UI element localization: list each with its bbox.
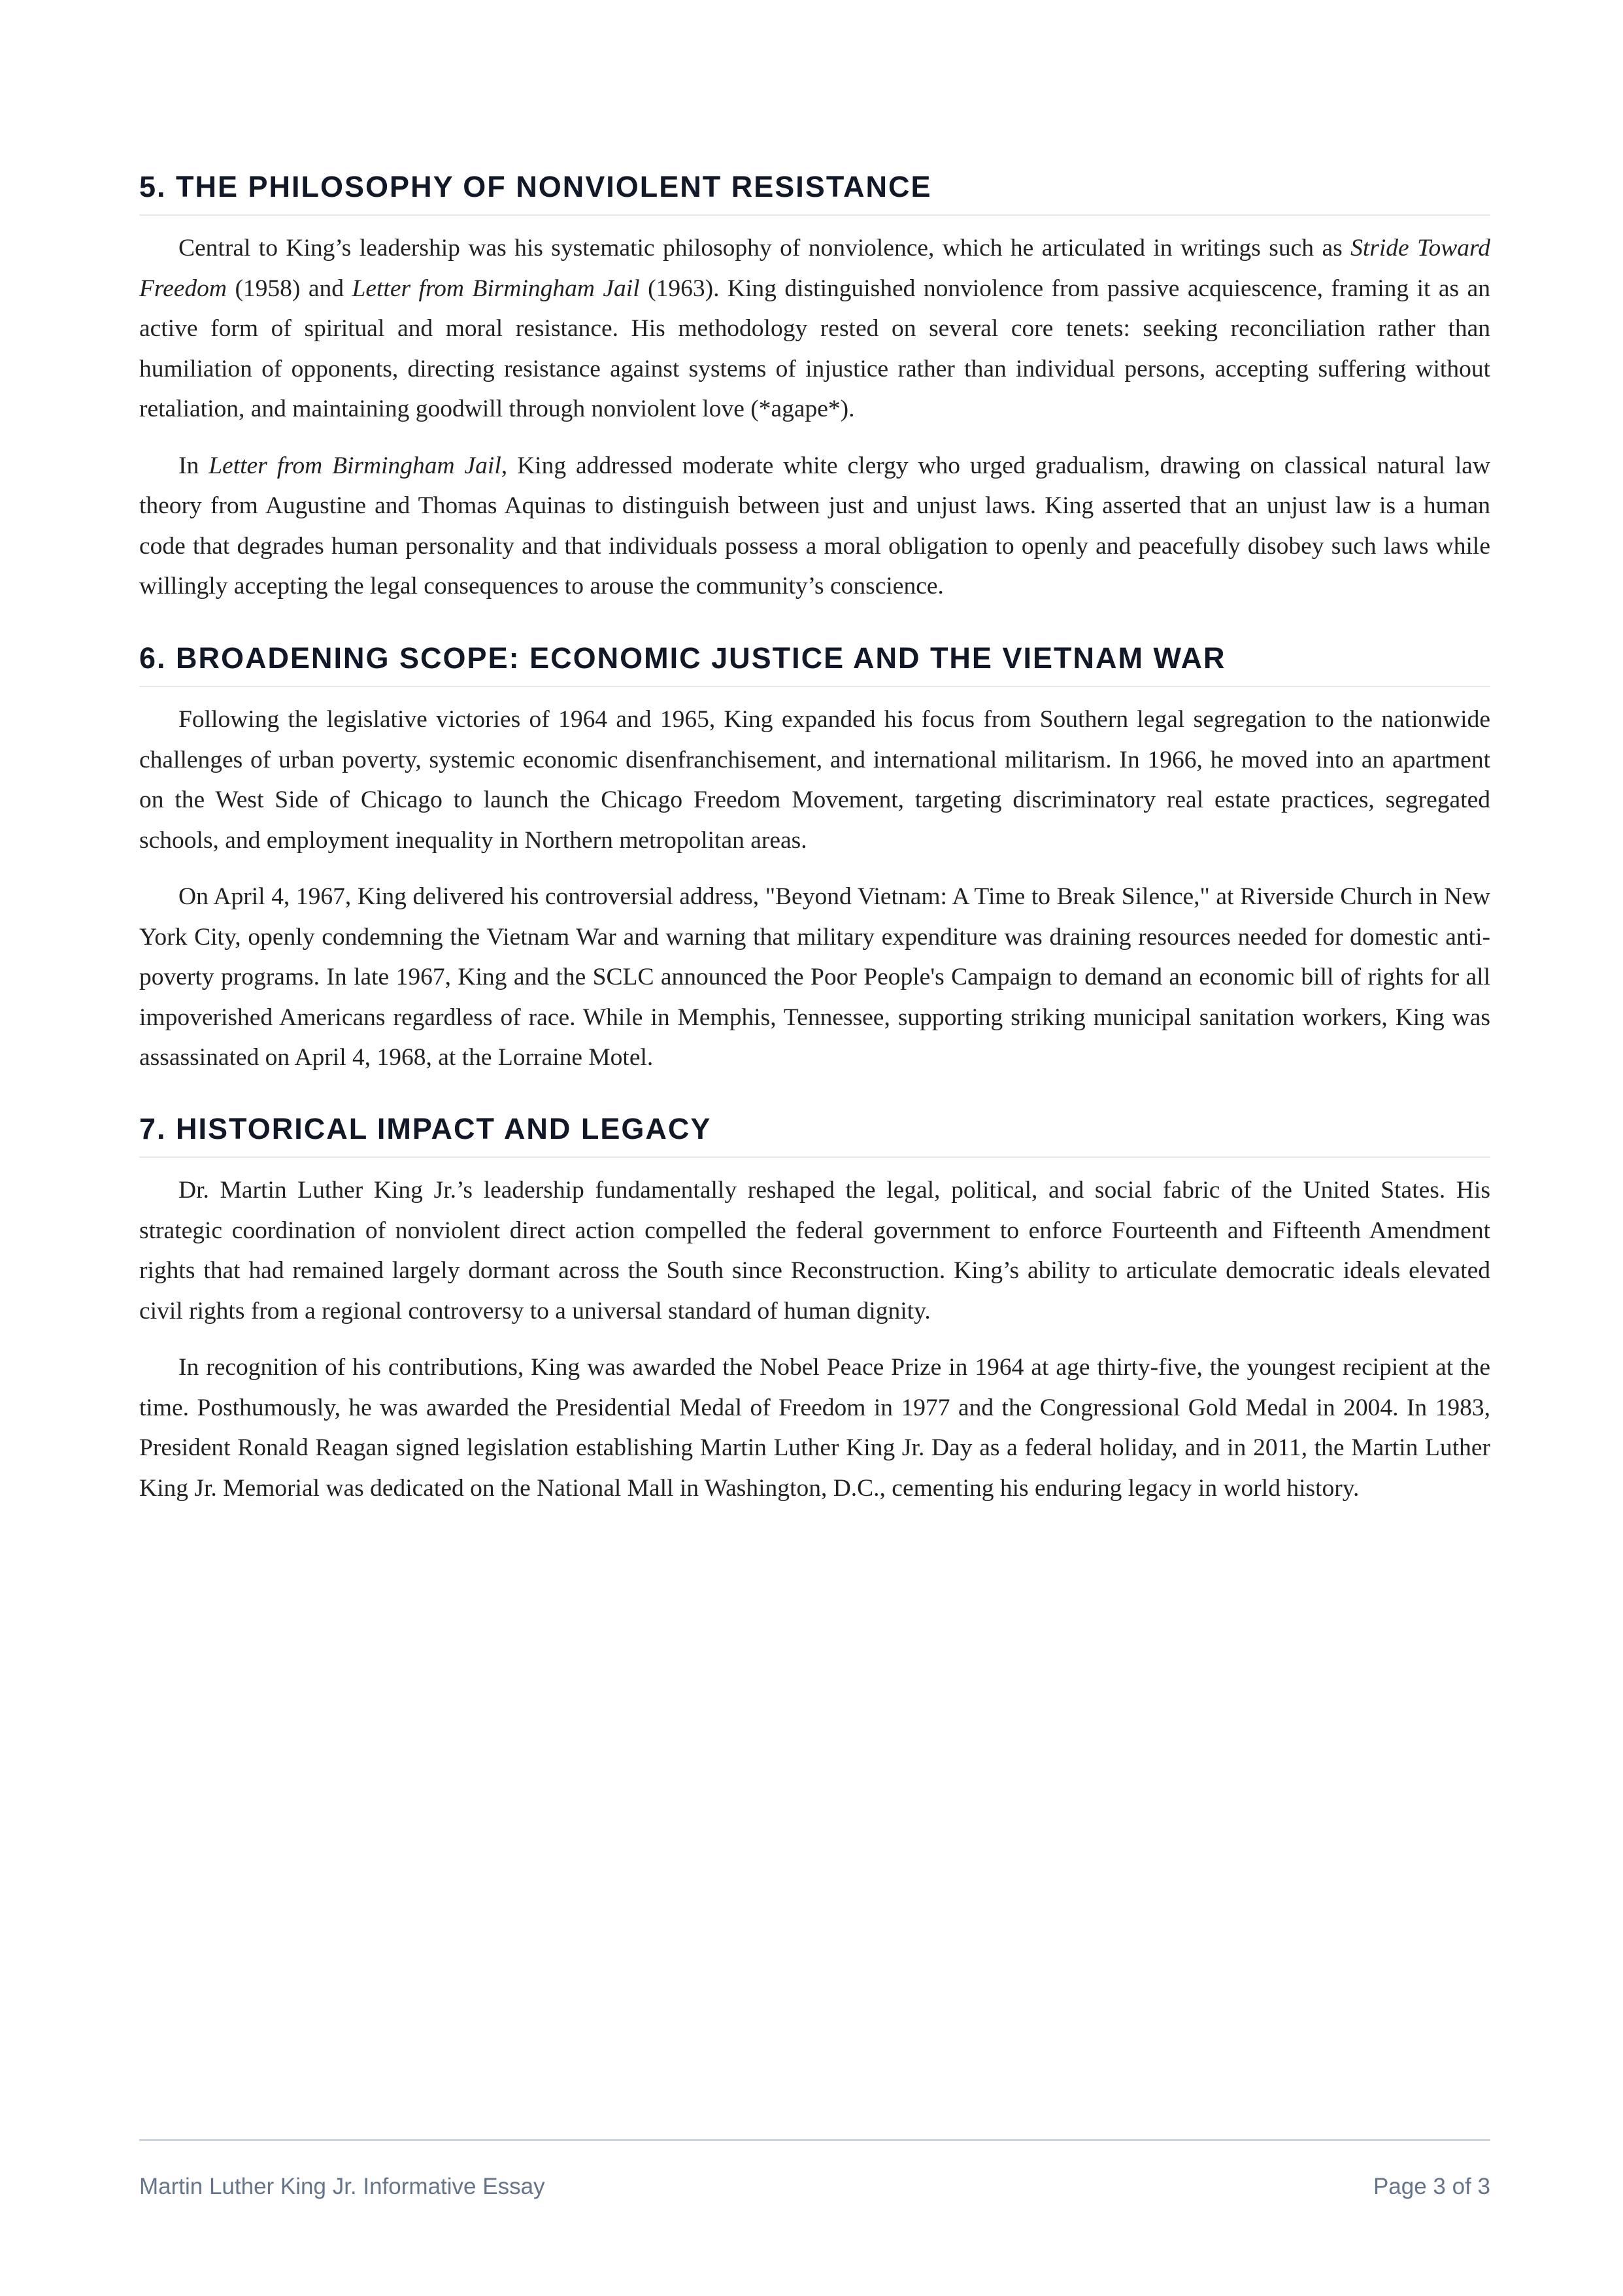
- paragraph: [139, 1347, 1490, 1508]
- section-philosophy: [139, 169, 1490, 607]
- text-run: , King addressed moderate white clergy who urged gradualism, drawing on classical natural law theory from Augustine and Thomas Aquinas to distinguish between just and unjust laws. King asserted that an unjust law is a human code that degrades human personality and that individuals possess a moral obligation to openly and peacefully disobey such laws while willingly accepting the legal consequences to arouse the community’s conscience.: [139, 452, 1490, 599]
- text-run: In: [178, 452, 209, 479]
- paragraph: [139, 877, 1490, 1078]
- footer-document-title: Martin Luther King Jr. Informative Essay: [139, 2174, 545, 2199]
- section-historical-impact: [139, 1111, 1490, 1508]
- footer-divider: [139, 2139, 1490, 2141]
- paragraph: [139, 700, 1490, 860]
- text-run: Dr. Martin Luther King Jr.’s leadership fundamentally reshaped the legal, political, and social fabric of the United States. His strategic coordination of nonviolent direct action compelled the federal government to enforce Fourteenth and Fifteenth Amendment rights that had remained largely dormant across the South since Reconstruction. King’s ability to articulate democratic ideals elevated civil rights from a regional controversy to a universal standard of human dignity.: [139, 1177, 1490, 1325]
- paragraph: [139, 228, 1490, 430]
- section-heading: 6. BROADENING SCOPE: ECONOMIC JUSTICE AND THE VIETNAM WAR: [139, 640, 1490, 687]
- paragraph: [139, 1170, 1490, 1331]
- document-page: [139, 0, 1490, 2296]
- text-run: On April 4, 1967, King delivered his controversial address, "Beyond Vietnam: A Time to Break Silence," at Riverside Church in New York City, openly condemning the Vietnam War and warning that military expenditure was draining resources needed for domestic anti-poverty programs. In late 1967, King and the SCLC announced the Poor People's Campaign to demand an economic bill of rights for all impoverished Americans regardless of race. While in Memphis, Tennessee, supporting striking municipal sanitation workers, King was assassinated on April 4, 1968, at the Lorraine Motel.: [139, 883, 1490, 1071]
- section-heading: 7. HISTORICAL IMPACT AND LEGACY: [139, 1111, 1490, 1158]
- italic-title: Letter from Birmingham Jail: [209, 452, 501, 479]
- footer-page-number: Page 3 of 3: [1373, 2174, 1490, 2199]
- italic-title: Letter from Birmingham Jail: [352, 275, 640, 302]
- text-run: (1958) and: [226, 275, 352, 302]
- italic-title: Stride Toward Freedom: [139, 235, 1490, 302]
- text-run: Following the legislative victories of 1964 and 1965, King expanded his focus from Southern legal segregation to the nationwide challenges of urban poverty, systemic economic disenfranchisement, and international militarism. In 1966, he moved into an apartment on the West Side of Chicago to launch the Chicago Freedom Movement, targeting discriminatory real estate practices, segregated schools, and employment inequality in Northern metropolitan areas.: [139, 706, 1490, 854]
- text-run: (1963). King distinguished nonviolence from passive acquiescence, framing it as an active form of spiritual and moral resistance. His methodology rested on several core tenets: seeking reconciliation rather than humiliation of opponents, directing resistance against systems of injustice rather than individual persons, accepting suffering without retaliation, and maintaining goodwill through nonviolent love (*agape*).: [139, 275, 1490, 422]
- section-broadening-scope: [139, 640, 1490, 1078]
- paragraph: [139, 446, 1490, 607]
- text-run: Central to King’s leadership was his systematic philosophy of nonviolence, which he articulated in writings such as: [178, 235, 1351, 262]
- section-heading: 5. THE PHILOSOPHY OF NONVIOLENT RESISTANCE: [139, 169, 1490, 216]
- text-run: In recognition of his contributions, King was awarded the Nobel Peace Prize in 1964 at age thirty-five, the youngest recipient at the time. Posthumously, he was awarded the Presidential Medal of Freedom in 1977 and the Congressional Gold Medal in 2004. In 1983, President Ronald Reagan signed legislation establishing Martin Luther King Jr. Day as a federal holiday, and in 2011, the Martin Luther King Jr. Memorial was dedicated on the National Mall in Washington, D.C., cementing his enduring legacy in world history.: [139, 1354, 1490, 1502]
